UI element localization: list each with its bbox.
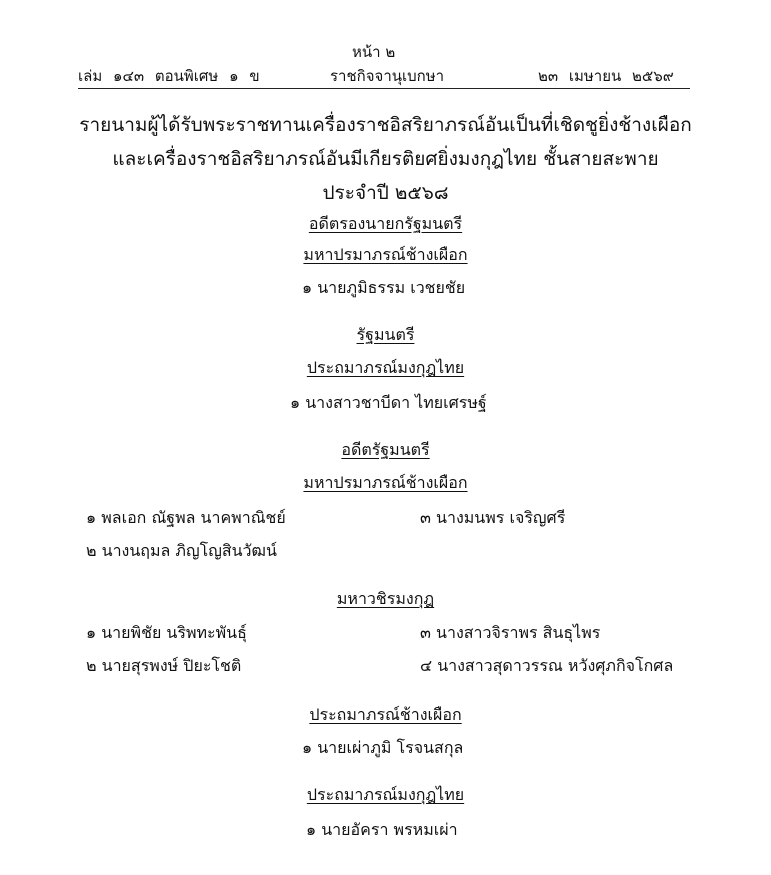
list-item: ๑ นางสาวชาบีดา ไทยเศรษฐ์ xyxy=(290,393,487,412)
list-item: ๓ นางมนพร เจริญศรี xyxy=(420,508,566,527)
header-divider xyxy=(78,88,690,89)
list-item: ๒ นางนฤมล ภิญโญสินวัฒน์ xyxy=(86,541,277,560)
section-heading: อดีตรองนายกรัฐมนตรี xyxy=(308,214,463,233)
section-subheading: มหาปรมาภรณ์ช้างเผือก xyxy=(303,245,468,264)
gazette-date: ๒๓ เมษายน ๒๕๖๙ xyxy=(538,67,674,85)
section-subheading: ประถมาภรณ์มงกุฎไทย xyxy=(306,358,465,377)
list-item: ๑ นายอัครา พรหมเผ่า xyxy=(306,820,458,839)
list-item: ๑ นายภูมิธรรม เวชยชัย xyxy=(302,278,466,297)
list-item: ๑ พลเอก ณัฐพล นาคพาณิชย์ xyxy=(86,508,286,527)
gazette-name: ราชกิจจานุเบกษา xyxy=(330,67,445,85)
list-item: ๓ นางสาวจิราพร สินธุไพร xyxy=(420,623,601,642)
list-item: ๔ นางสาวสุดาวรรณ หวังศุภกิจโกศล xyxy=(420,656,674,675)
section-subheading: มหาวชิรมงกุฎ xyxy=(336,589,435,608)
document-title-line-1: รายนามผู้ได้รับพระราชทานเครื่องราชอิสริยาภรณ์อันเป็นที่เชิดชูยิ่งช้างเผือก xyxy=(79,114,692,136)
section-heading: อดีตรัฐมนตรี xyxy=(341,440,430,459)
section-subheading: ประถมาภรณ์มงกุฎไทย xyxy=(306,785,465,804)
section-heading: รัฐมนตรี xyxy=(356,325,415,344)
list-item: ๒ นายสุรพงษ์ ปิยะโชติ xyxy=(86,656,242,675)
list-item: ๑ นายเผ่าภูมิ โรจนสกุล xyxy=(302,738,464,757)
document-title-line-2: และเครื่องราชอิสริยาภรณ์อันมีเกียรติยศยิ่งมงกุฎไทย ชั้นสายสะพาย xyxy=(112,148,659,170)
document-title-year: ประจำปี ๒๕๖๘ xyxy=(322,182,449,204)
section-subheading: มหาปรมาภรณ์ช้างเผือก xyxy=(303,473,468,492)
page-number: หน้า ๒ xyxy=(352,43,396,61)
list-item: ๑ นายพิชัย นริพทะพันธุ์ xyxy=(86,623,247,642)
section-subheading: ประถมาภรณ์ช้างเผือก xyxy=(309,705,462,724)
gazette-volume: เล่ม ๑๔๓ ตอนพิเศษ ๑ ข xyxy=(78,67,260,85)
